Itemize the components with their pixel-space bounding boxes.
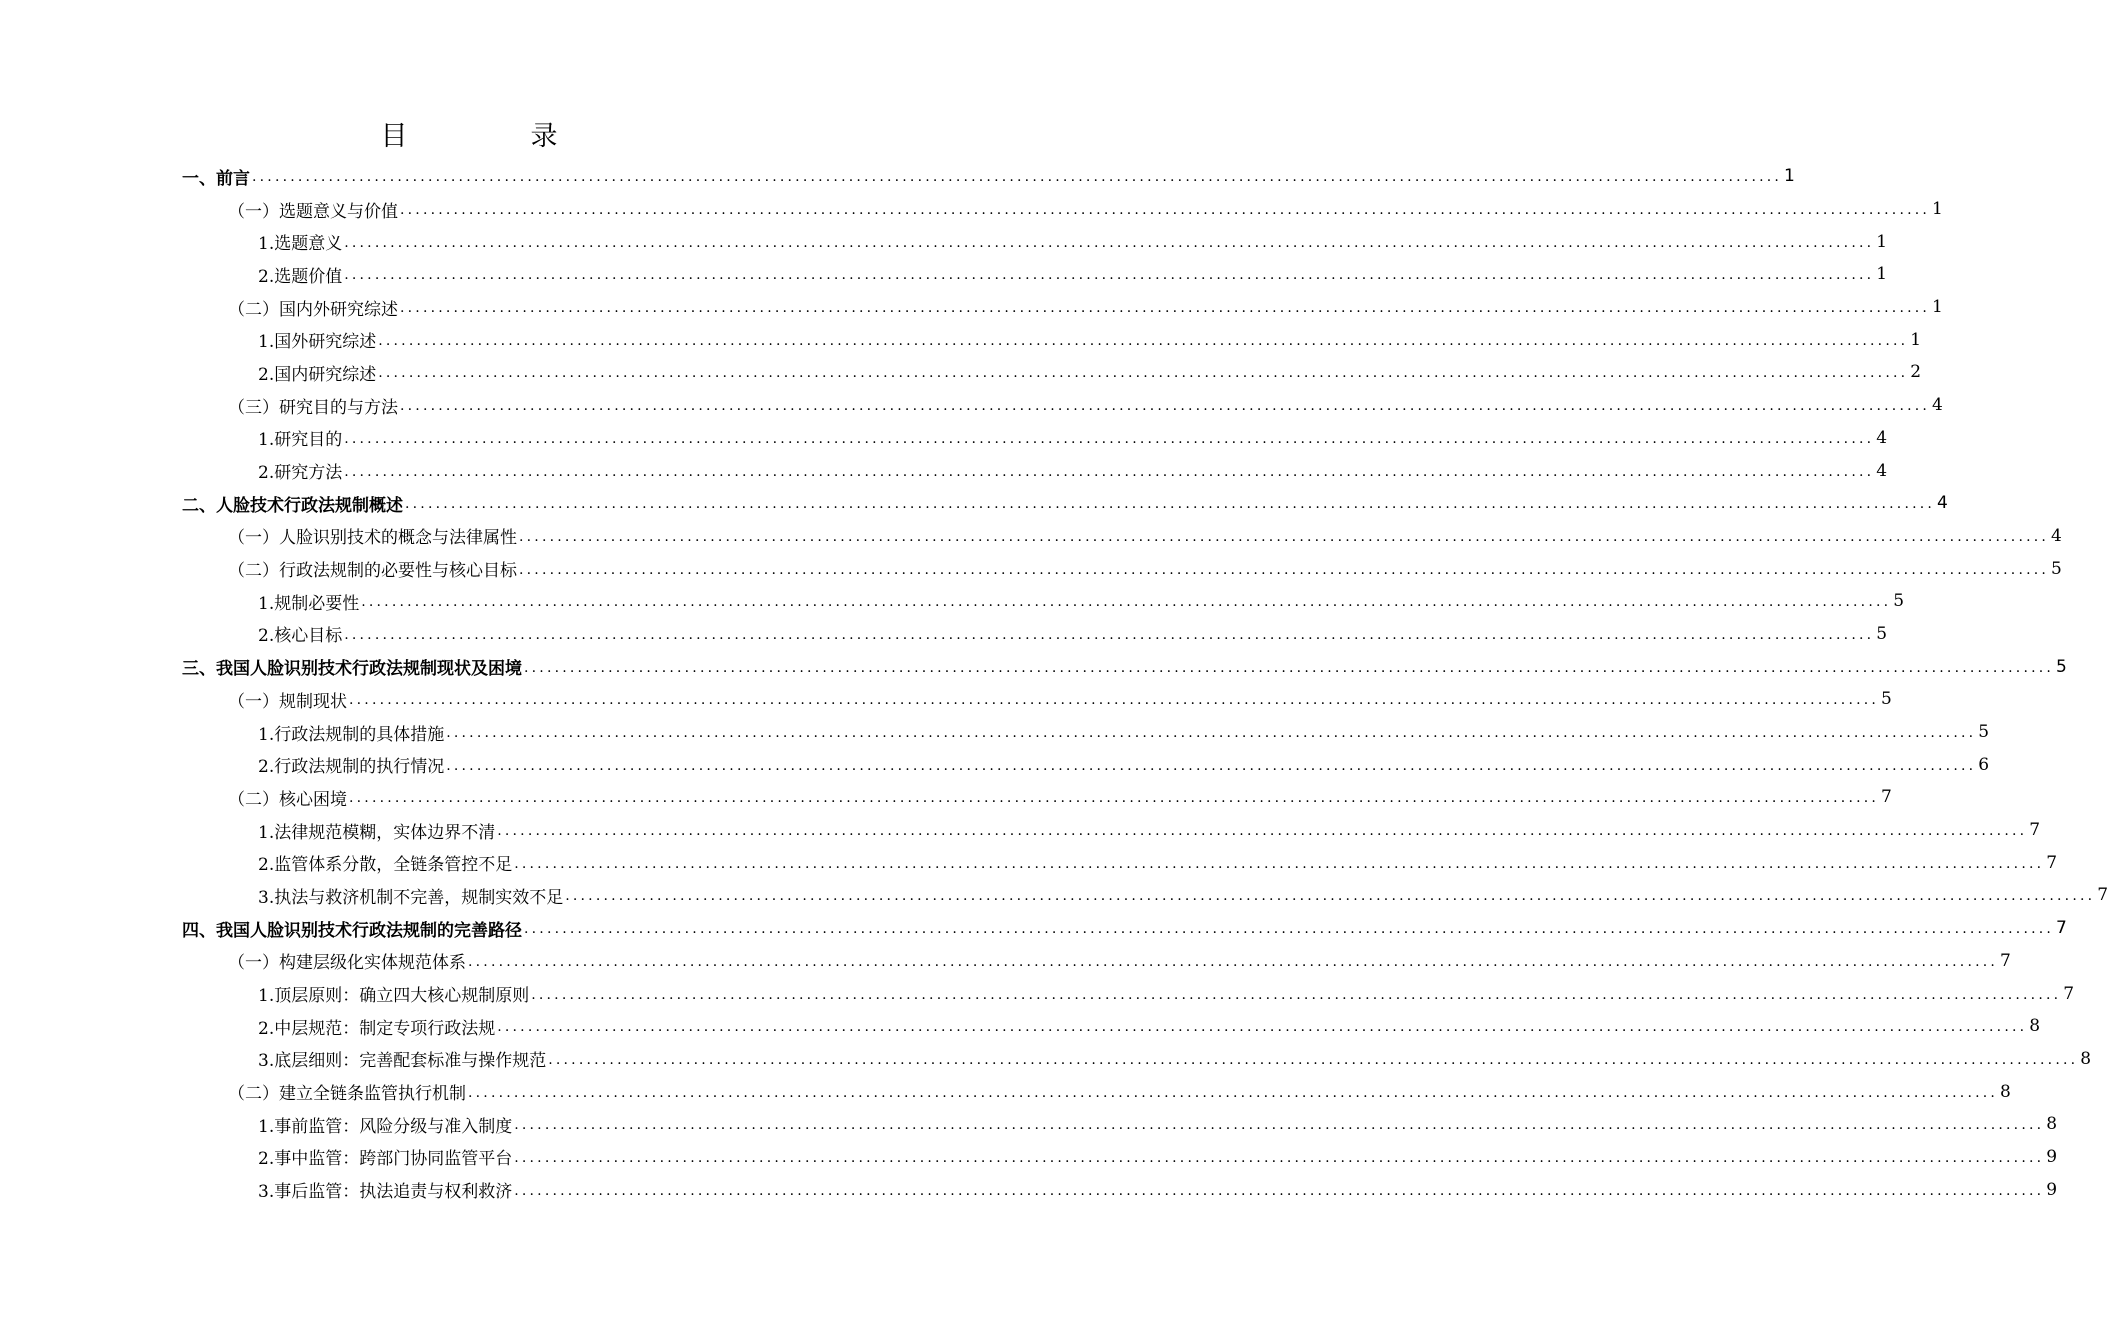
toc-dot-leader: ........................................................................................................................................................................................................ [514, 1117, 2045, 1134]
toc-entry[interactable] [0, 1075, 2011, 1108]
toc-dot-leader: ........................................................................................................................................................................................................ [497, 823, 2028, 840]
toc-dot-leader: ........................................................................................................................................................................................................ [524, 921, 2055, 938]
toc-entry-label: （一）规制现状 [228, 691, 347, 712]
toc-entry-label: （二）建立全链条监管执行机制 [228, 1084, 466, 1105]
toc-entry-page-number: 7 [2046, 852, 2058, 873]
page-title: 目 录 [380, 121, 606, 152]
toc-entry-page-number: 5 [2051, 558, 2062, 579]
toc-entry-page-number: 8 [2029, 1016, 2041, 1037]
toc-entry-label: 1.法律规范模糊，实体边界不清 [258, 822, 496, 843]
toc-entry-label: 四、我国人脸识别技术行政法规制的完善路径 [182, 920, 522, 941]
toc-dot-leader: ........................................................................................................................................................................................................ [446, 725, 1977, 742]
toc-entry[interactable] [0, 422, 1888, 455]
toc-dot-leader: ........................................................................................................................................................................................................ [548, 1051, 2079, 1068]
toc-entry-label: 一、前言 [182, 168, 250, 189]
toc-entry[interactable] [0, 748, 1990, 781]
toc-dot-leader: ........................................................................................................................................................................................................ [400, 300, 1931, 317]
toc-dot-leader: ........................................................................................................................................................................................................ [514, 1182, 2045, 1199]
toc-entry[interactable] [0, 1141, 2058, 1174]
toc-entry-page-number: 7 [2063, 983, 2075, 1004]
toc-dot-leader: ........................................................................................................................................................................................................ [565, 888, 2096, 905]
toc-dot-leader: ........................................................................................................................................................................................................ [400, 398, 1931, 415]
toc-entry-label: 1.研究目的 [258, 430, 343, 451]
toc-entry[interactable] [0, 879, 2108, 912]
toc-entry-page-number: 1 [1910, 329, 1922, 350]
toc-entry-page-number: 2 [1910, 362, 1922, 383]
toc-entry[interactable] [0, 160, 1795, 193]
toc-entry-page-number: 7 [2029, 820, 2041, 841]
toc-entry-page-number: 7 [2097, 885, 2108, 906]
toc-entry-label: （三）研究目的与方法 [228, 397, 398, 418]
toc-entry[interactable] [0, 618, 1888, 651]
toc-entry-page-number: 1 [1932, 199, 1943, 220]
toc-entry[interactable] [0, 487, 1948, 520]
toc-dot-leader: ........................................................................................................................................................................................................ [349, 790, 1880, 807]
toc-entry-label: （一）构建层级化实体规范体系 [228, 953, 466, 974]
toc-entry-label: 2.核心目标 [258, 626, 343, 647]
toc-entry-page-number: 1 [1876, 264, 1888, 285]
toc-dot-leader: ........................................................................................................................................................................................................ [468, 953, 1999, 970]
toc-dot-leader: ........................................................................................................................................................................................................ [405, 496, 1936, 513]
toc-entry-label: （二）行政法规制的必要性与核心目标 [228, 561, 517, 582]
toc-entry-label: 三、我国人脸识别技术行政法规制现状及困境 [182, 659, 522, 680]
toc-entry-page-number: 1 [1876, 231, 1888, 252]
toc-dot-leader: ........................................................................................................................................................................................................ [446, 757, 1977, 774]
toc-entry[interactable] [0, 716, 1990, 749]
toc-entry-label: 3.事后监管：执法追责与权利救济 [258, 1182, 513, 1203]
toc-entry-label: （二）国内外研究综述 [228, 299, 398, 320]
toc-dot-leader: ........................................................................................................................................................................................................ [349, 692, 1880, 709]
toc-entry[interactable] [0, 356, 1922, 389]
toc-entry-page-number: 5 [2056, 656, 2067, 677]
toc-entry[interactable] [0, 520, 2062, 553]
toc-entry[interactable] [0, 389, 1943, 422]
toc-dot-leader: ........................................................................................................................................................................................................ [497, 1019, 2028, 1036]
toc-entry[interactable] [0, 585, 1905, 618]
toc-dot-leader: ........................................................................................................................................................................................................ [514, 855, 2045, 872]
toc-dot-leader: ........................................................................................................................................................................................................ [252, 169, 1783, 186]
toc-dot-leader: ........................................................................................................................................................................................................ [519, 528, 2050, 545]
toc-dot-leader: ........................................................................................................................................................................................................ [344, 234, 1875, 251]
toc-entry-page-number: 7 [2056, 918, 2067, 939]
toc-entry-page-number: 4 [2051, 525, 2062, 546]
toc-dot-leader: ........................................................................................................................................................................................................ [531, 986, 2062, 1003]
toc-entry-page-number: 8 [2000, 1081, 2011, 1102]
toc-entry[interactable] [0, 683, 1892, 716]
toc-entry-page-number: 5 [1893, 591, 1905, 612]
toc-entry-page-number: 7 [2000, 950, 2011, 971]
toc-entry-page-number: 5 [1876, 623, 1888, 644]
toc-entry[interactable] [0, 454, 1888, 487]
toc-dot-leader: ........................................................................................................................................................................................................ [344, 430, 1875, 447]
toc-entry-label: 2.中层规范：制定专项行政法规 [258, 1018, 496, 1039]
toc-entry-page-number: 4 [1932, 395, 1943, 416]
toc-entry[interactable] [0, 1010, 2041, 1043]
toc-entry-label: 2.事中监管：跨部门协同监管平台 [258, 1149, 513, 1170]
toc-entry-page-number: 4 [1876, 460, 1888, 481]
toc-entry-label: 1.行政法规制的具体措施 [258, 724, 445, 745]
toc-entry-page-number: 9 [2046, 1146, 2058, 1167]
toc-entry[interactable] [0, 552, 2062, 585]
toc-entry-label: 2.行政法规制的执行情况 [258, 757, 445, 778]
toc-dot-leader: ........................................................................................................................................................................................................ [344, 463, 1875, 480]
toc-entry-label: （一）人脸识别技术的概念与法律属性 [228, 528, 517, 549]
toc-entry-label: 2.选题价值 [258, 266, 343, 287]
toc-entry-page-number: 1 [1784, 166, 1795, 187]
toc-dot-leader: ........................................................................................................................................................................................................ [524, 659, 2055, 676]
toc-entry-label: 1.规制必要性 [258, 593, 360, 614]
toc-dot-leader: ........................................................................................................................................................................................................ [514, 1149, 2045, 1166]
toc-dot-leader: ........................................................................................................................................................................................................ [400, 202, 1931, 219]
toc-entry-page-number: 8 [2046, 1114, 2058, 1135]
toc-entry-label: （二）核心困境 [228, 789, 347, 810]
table-of-contents [0, 160, 2108, 1206]
toc-entry[interactable] [0, 781, 1892, 814]
toc-entry-page-number: 9 [2046, 1179, 2058, 1200]
toc-dot-leader: ........................................................................................................................................................................................................ [519, 561, 2050, 578]
toc-entry-page-number: 7 [1881, 787, 1892, 808]
toc-entry-page-number: 5 [1978, 722, 1990, 743]
toc-entry-label: 3.底层细则：完善配套标准与操作规范 [258, 1051, 547, 1072]
toc-entry[interactable] [0, 258, 1888, 291]
toc-entry[interactable] [0, 193, 1943, 226]
toc-entry-page-number: 4 [1876, 427, 1888, 448]
toc-dot-leader: ........................................................................................................................................................................................................ [378, 332, 1909, 349]
toc-entry-label: 1.选题意义 [258, 234, 343, 255]
toc-entry[interactable] [0, 846, 2058, 879]
toc-entry[interactable] [0, 912, 2067, 945]
toc-entry[interactable] [0, 1043, 2092, 1076]
toc-entry-label: 1.顶层原则：确立四大核心规制原则 [258, 986, 530, 1007]
toc-entry-label: 2.国内研究综述 [258, 364, 377, 385]
toc-entry[interactable] [0, 291, 1943, 324]
toc-entry-label: 1.国外研究综述 [258, 332, 377, 353]
toc-entry[interactable] [0, 650, 2067, 683]
toc-dot-leader: ........................................................................................................................................................................................................ [468, 1084, 1999, 1101]
toc-entry-label: （一）选题意义与价值 [228, 201, 398, 222]
toc-entry-page-number: 6 [1978, 754, 1990, 775]
toc-dot-leader: ........................................................................................................................................................................................................ [378, 365, 1909, 382]
toc-dot-leader: ........................................................................................................................................................................................................ [344, 626, 1875, 643]
toc-entry-page-number: 4 [1937, 493, 1948, 514]
toc-entry-label: 3.执法与救济机制不完善，规制实效不足 [258, 887, 564, 908]
toc-entry-label: 二、人脸技术行政法规制概述 [182, 495, 403, 516]
toc-entry-page-number: 8 [2080, 1048, 2092, 1069]
toc-entry-label: 2.研究方法 [258, 463, 343, 484]
toc-entry[interactable] [0, 945, 2011, 978]
toc-entry[interactable] [0, 323, 1922, 356]
toc-entry[interactable] [0, 977, 2075, 1010]
toc-dot-leader: ........................................................................................................................................................................................................ [361, 594, 1892, 611]
toc-entry-page-number: 5 [1881, 689, 1892, 710]
toc-entry[interactable] [0, 814, 2041, 847]
toc-entry[interactable] [0, 225, 1888, 258]
toc-entry-page-number: 1 [1932, 297, 1943, 318]
toc-entry-label: 2.监管体系分散，全链条管控不足 [258, 855, 513, 876]
toc-entry-label: 1.事前监管：风险分级与准入制度 [258, 1116, 513, 1137]
toc-entry[interactable] [0, 1173, 2058, 1206]
toc-entry[interactable] [0, 1108, 2058, 1141]
toc-dot-leader: ........................................................................................................................................................................................................ [344, 267, 1875, 284]
